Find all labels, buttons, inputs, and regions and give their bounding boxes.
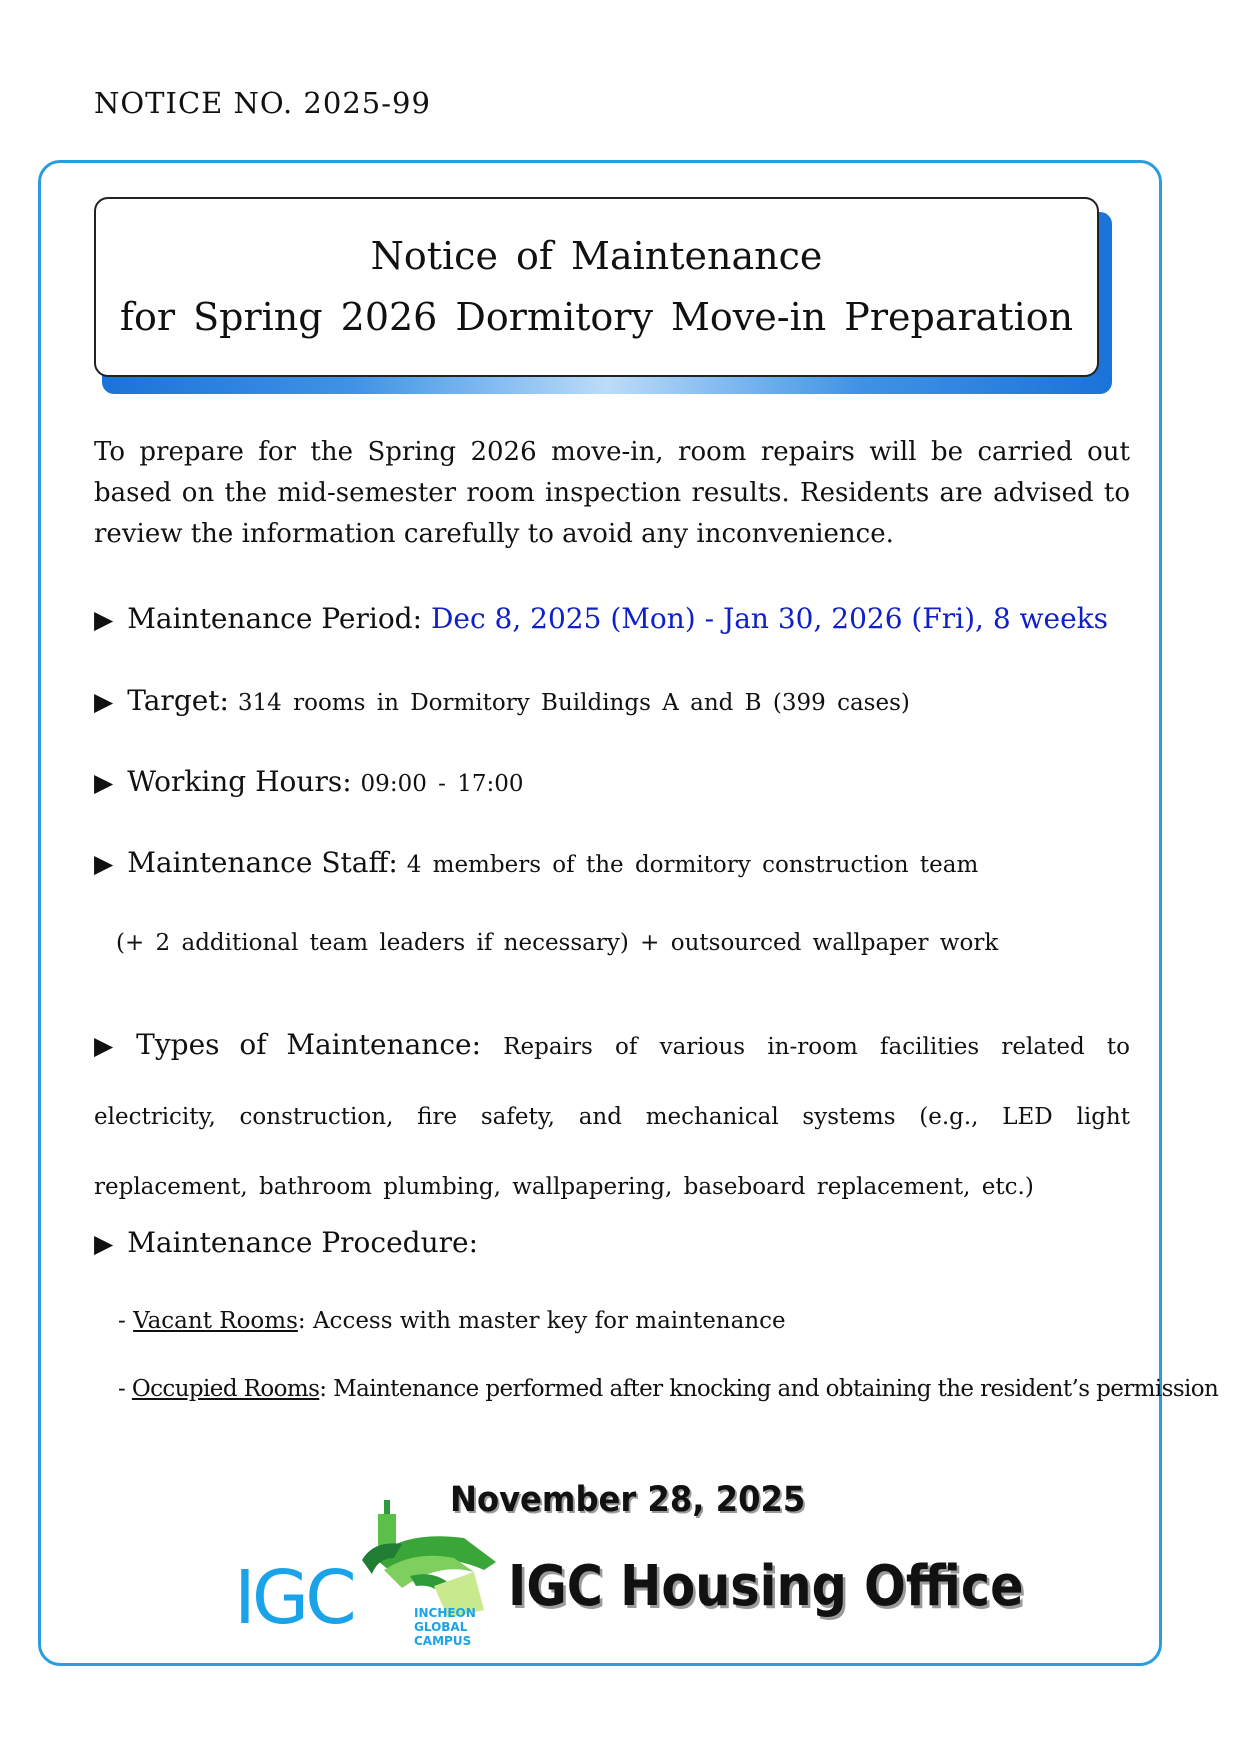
occupied-rooms-text: : Maintenance performed after knocking and obtaining the resident’s permission [319,1376,1219,1402]
hours-value: 09:00 - 17:00 [360,771,524,797]
item-period [94,602,1108,635]
title-box [94,197,1099,377]
logo-letters: IGC [234,1555,353,1641]
bullet-triangle-icon: ▶ [94,1229,114,1258]
procedure-item-occupied [118,1376,1218,1402]
office-name: IGC Housing Office [508,1554,1024,1619]
item-types [94,1010,1130,1222]
staff-value: 4 members of the dormitory construction team [406,852,979,878]
vacant-rooms-term: Vacant Rooms [133,1308,298,1334]
logo-subtitle-line1: INCHEON [414,1606,476,1620]
hours-label: Working Hours: [127,765,352,798]
title-line-1: Notice of Maintenance [370,234,823,278]
title-line-2: for Spring 2026 Dormitory Move-in Preparation [119,295,1074,339]
bullet-triangle-icon: ▶ [94,605,114,634]
bullet-triangle-icon: ▶ [94,849,114,878]
logo-subtitle-line2: GLOBAL CAMPUS [414,1620,472,1648]
period-value: Dec 8, 2025 (Mon) - Jan 30, 2026 (Fri), 8 weeks [430,602,1108,635]
dash: - [118,1376,126,1402]
logo-subtitle [414,1606,504,1648]
notice-number: NOTICE NO. 2025-99 [94,86,431,120]
staff-label: Maintenance Staff: [127,846,398,879]
vacant-rooms-text: : Access with master key for maintenance [297,1308,786,1334]
staff-continuation: (+ 2 additional team leaders if necessary) + outsourced wallpaper work [116,930,999,956]
period-label: Maintenance Period: [127,602,423,635]
bullet-triangle-icon: ▶ [94,687,114,716]
types-label: Types of Maintenance: [136,1028,481,1061]
types-value: Repairs of various in-room facilities related to electricity, construction, fire safety, and mechanical systems (e.g., LED light replacement, bathroom plumbing, wallpapering, baseboard replacement, etc.) [94,1034,1130,1200]
item-target [94,684,910,717]
procedure-item-vacant [118,1308,786,1334]
target-value: 314 rooms in Dormitory Buildings A and B (399 cases) [237,690,910,716]
bullet-triangle-icon: ▶ [94,1031,125,1060]
item-hours [94,765,524,798]
dash: - [118,1308,126,1334]
procedure-label: Maintenance Procedure: [127,1226,478,1259]
item-staff [94,846,978,879]
target-label: Target: [127,684,229,717]
bullet-triangle-icon: ▶ [94,768,114,797]
item-procedure [94,1226,478,1259]
igc-logo [234,1500,504,1648]
occupied-rooms-term: Occupied Rooms [131,1376,320,1402]
intro-paragraph: To prepare for the Spring 2026 move-in, room repairs will be carried out based on the mid-semester room inspection results. Residents are advised to review the information carefully to avoid any inconvenience. [94,437,1130,549]
notice-date: November 28, 2025 [450,1480,806,1520]
